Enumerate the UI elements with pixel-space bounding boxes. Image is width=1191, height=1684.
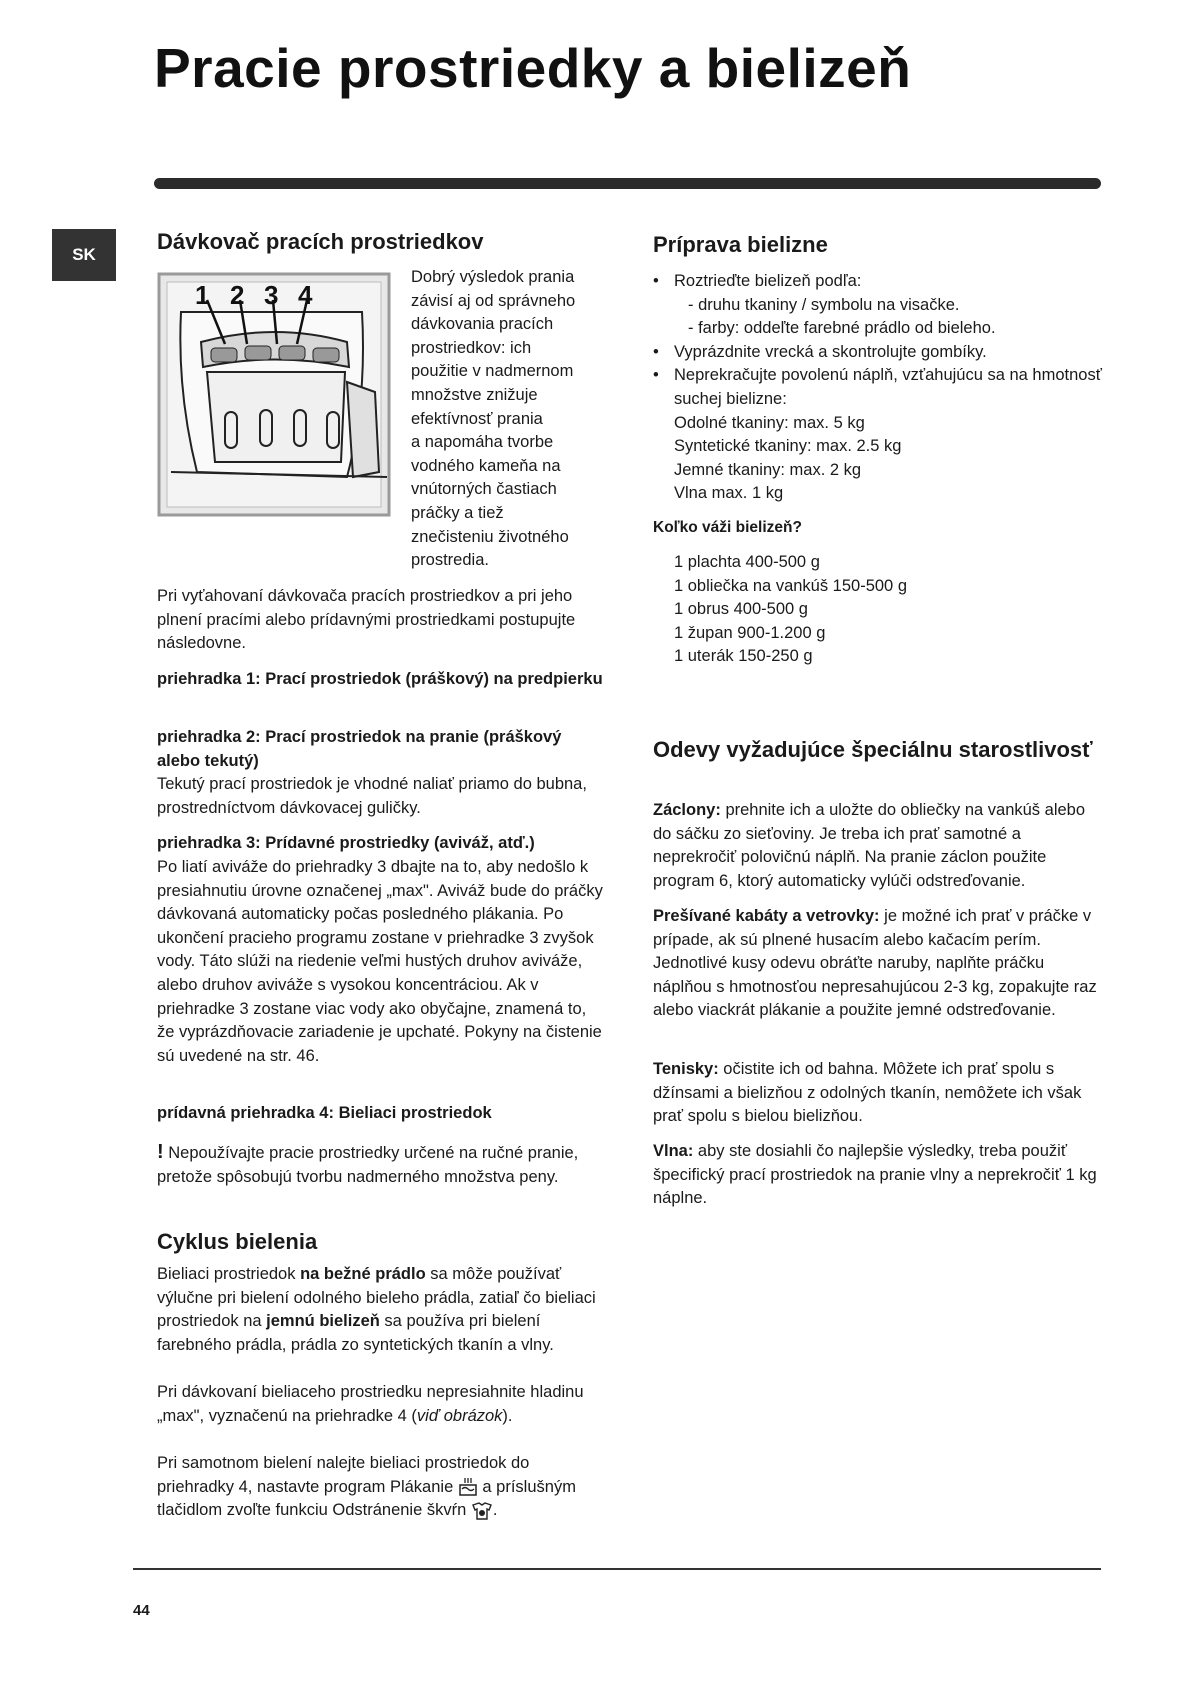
intro-line: použitie v nadmernom [411,362,574,381]
title-divider [154,178,1101,189]
intro-line: a napomáha tvorbe [411,433,554,452]
dispenser-extract-text: Pri vyťahovaní dávkovača pracích prostriedkov a pri jeho plnení pracími alebo prídavnými prostriedkami postupujte následovne. [157,587,576,653]
bleach-paragraph-3: Pri samotnom bielení nalejte bieliaci prostriedok do priehradky 4, nastavte program Plákanie a príslušným tlačidlom zvoľte funkciu Odstránenie škvŕn . [157,1454,576,1520]
intro-line: znečisteniu životného [411,527,569,546]
compartment-2-label: priehradka 2: Prací prostriedok na pranie (práškový alebo tekutý) [157,728,562,770]
list-item: - druhu tkaniny / symbolu na visačke. [688,295,960,314]
compartment-2-text: Tekutý prací prostriedok je vhodné naliať priamo do bubna, prostredníctvom dávkovacej guličky. [157,775,587,817]
intro-line: efektívnosť prania [411,409,543,428]
list-item: Odolné tkaniny: max. 5 kg [674,413,865,432]
dispenser-heading: Dávkovač pracích prostriedkov [157,229,484,254]
intro-line: vnútorných častiach [411,480,557,499]
intro-line: prostriedkov: ich [411,338,532,357]
figure-label-1: 1 [195,280,210,310]
warning-note [157,1141,607,1189]
special-item-quilted: Prešívané kabáty a vetrovky: je možné ich prať v práčke v prípade, ak sú plnené husacím alebo kačacím perím. Jednotlivé kusy odevu obráťte naruby, naplňte práčku náplňou s hmotnosťou nepresahujúcou 2-3 kg, zopakujte raz alebo viackrát plákanie a použite jemné odstreďovanie. [653,907,1097,1020]
compartment-1-label: priehradka 1: Prací prostriedok (práškový) na predpierku [157,670,603,688]
list-item: Vlna max. 1 kg [674,484,784,503]
list-item: 1 plachta 400-500 g [674,553,820,571]
figure-label-4: 4 [298,280,313,310]
page-title: Pracie prostriedky a bielizeň [154,37,912,99]
footer-divider [133,1568,1101,1570]
list-item: Syntetické tkaniny: max. 2.5 kg [674,437,902,456]
compartment-3-text: Po liatí aviváže do priehradky 3 dbajte na to, aby nedošlo k presiahnutiu úrovne označenej „max". Aviváž bude do práčky dávkovaná automaticky počas posledného plákania. Po ukončení pracieho programu zostane v priehradke 3 zvyšok vody. Táto slúži na riedenie veľmi hustých druhov aviváže, alebo druhov aviváže s vysokou koncentráciou. Ak v priehradke 3 zostane viac vody ako obyčajne, znamená to, že vyprázdňovacie zariadenie je upchaté. Pokyny na čistenie sú uvedené na str. 46. [157,858,603,1065]
weigh-heading: Koľko váži bielizeň? [653,519,802,536]
compartment-4-label: prídavná priehradka 4: Bieliaci prostriedok [157,1104,492,1122]
preparation-list [653,270,1103,506]
special-item-wool: Vlna: aby ste dosiahli čo najlepšie výsledky, treba použiť špecifický prací prostriedok na pranie vlny a neprekročiť 1 kg náplne. [653,1142,1097,1208]
dispenser-illustration [157,272,391,517]
special-item-sneakers: Tenisky: očistite ich od bahna. Môžete ich prať spolu s džínsami a bielizňou z odolných tkanín, nemôžete ich však prať spolu s bielou bielizňou. [653,1060,1082,1126]
page-number: 44 [133,1602,150,1619]
special-item-curtains: Záclony: prehnite ich a uložte do obliečky na vankúš alebo do sáčku zo sieťoviny. Je treba ich prať samotné a neprekročiť polovičnú náplň. Na pranie záclon použite program 6, ktorý automaticky vylúči odstreďovanie. [653,801,1086,890]
bleach-paragraph-2: Pri dávkovaní bieliaceho prostriedku nepresiahnite hladinu „max", vyznačenú na priehradke 4 (viď obrázok). [157,1383,584,1425]
dispenser-intro [411,266,611,573]
warning-icon: ! [157,1141,164,1163]
intro-line: závisí aj od správneho [411,291,576,310]
language-tab: SK [52,229,116,281]
intro-line: množstve znižuje [411,385,538,404]
warning-text: Nepoužívajte pracie prostriedky určené na ručné pranie, pretože spôsobujú tvorbu nadmerného množstva peny. [157,1144,579,1186]
figure-label-3: 3 [264,280,279,310]
list-item: Jemné tkaniny: max. 2 kg [674,460,862,479]
list-item: - farby: oddeľte farebné prádlo od bieleho. [688,319,996,338]
list-item: • Vyprázdnite vrecká a skontrolujte gombíky. [653,341,1103,365]
list-item: 1 obrus 400-500 g [674,600,808,619]
weights-list [674,551,907,669]
figure-label-2: 2 [230,280,245,310]
bleach-paragraph-1: Bieliaci prostriedok na bežné prádlo sa môže používať výlučne pri bielení odolného bieleho prádla, zatiaľ čo bieliaci prostriedok na jemnú bielizeň sa používa pri bielení farebného prádla, prádla zo syntetických tkanín a vlny. [157,1265,596,1354]
list-item: 1 uterák 150-250 g [674,647,813,666]
preparation-heading: Príprava bielizne [653,232,828,257]
rinse-icon [458,1477,478,1497]
special-care-heading: Odevy vyžadujúce špeciálnu starostlivosť [653,737,1093,762]
intro-line: dávkovania pracích [411,315,554,334]
stain-removal-icon [471,1501,493,1521]
intro-line: Dobrý výsledok prania [411,268,575,286]
bleach-heading: Cyklus bielenia [157,1229,318,1254]
intro-line: prostredia. [411,551,489,570]
list-item: 1 obliečka na vankúš 150-500 g [674,576,907,595]
compartment-3-label: priehradka 3: Prídavné prostriedky (aviváž, atď.) [157,834,535,852]
intro-line: práčky a tiež [411,503,504,522]
list-item: 1 župan 900-1.200 g [674,623,826,642]
list-item: • Neprekračujte povolenú náplň, vzťahujúcu sa na hmotnosť suchej bielizne: [653,364,1103,411]
intro-line: vodného kameňa na [411,456,561,475]
list-item: • Roztrieďte bielizeň podľa: [653,270,1103,294]
